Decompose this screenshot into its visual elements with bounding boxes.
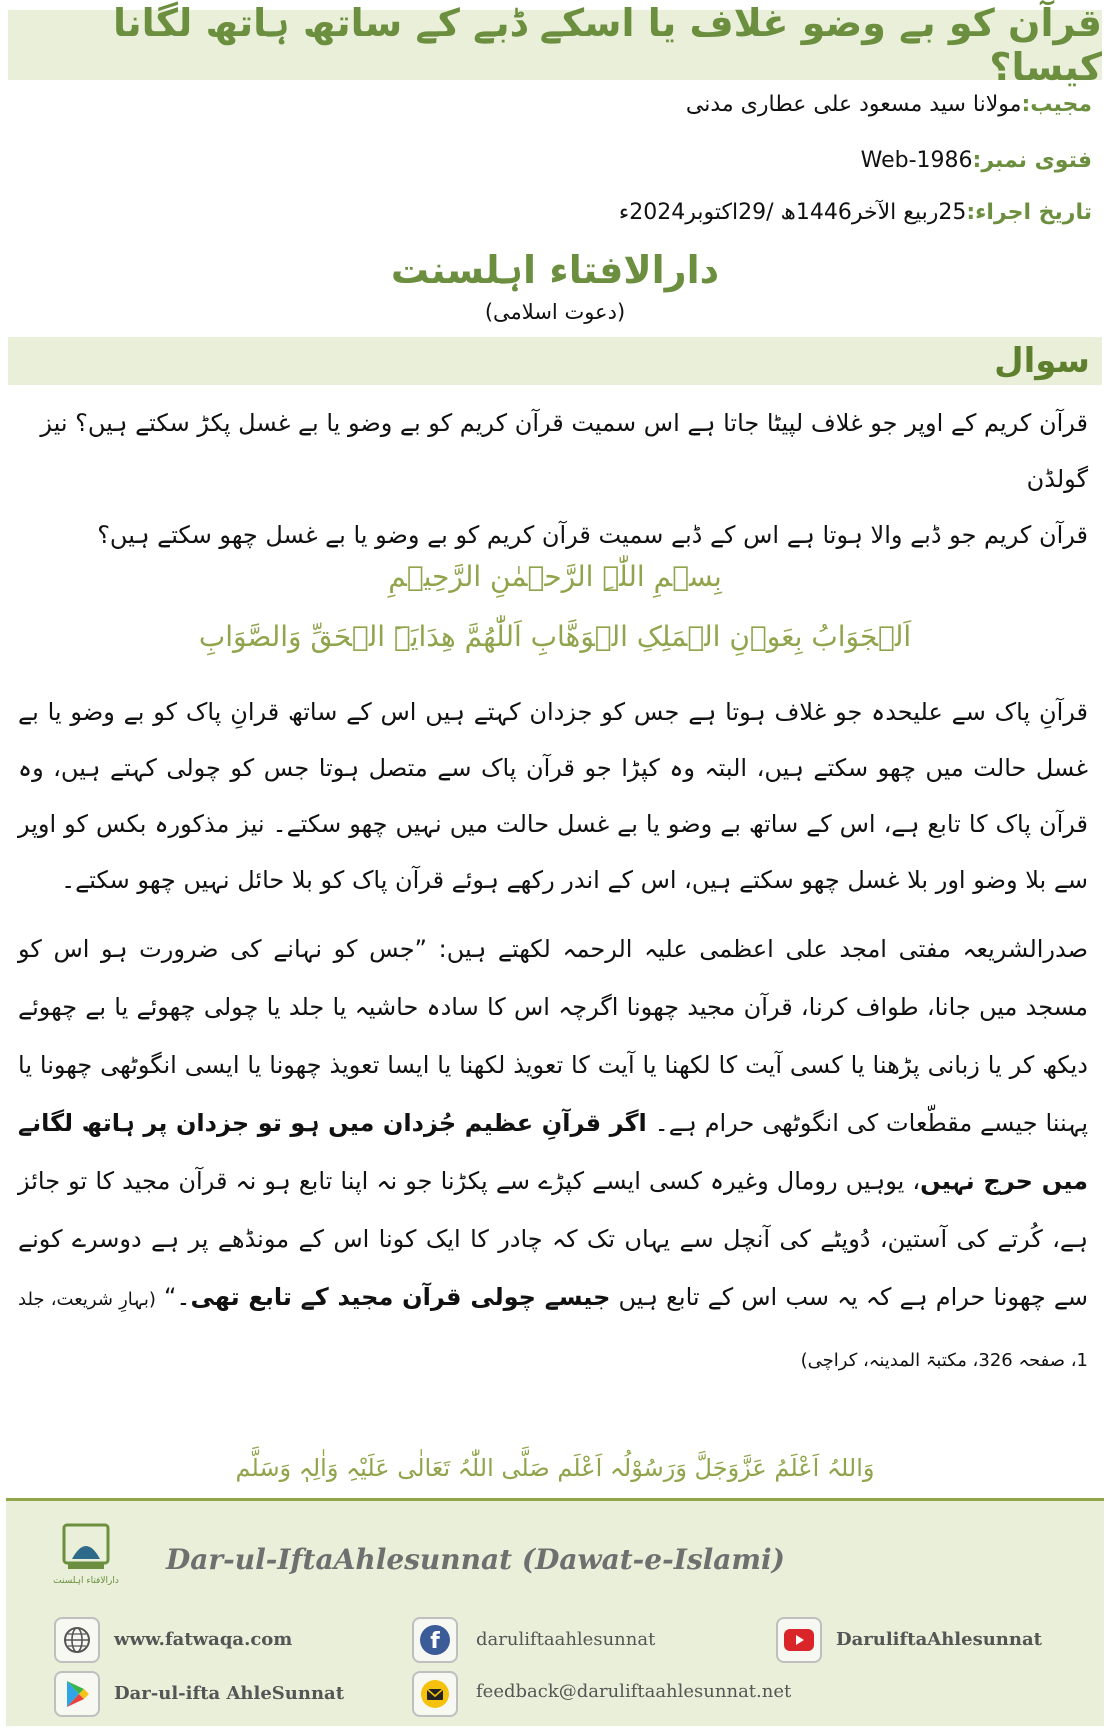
facebook-link[interactable]: daruliftaahlesunnat bbox=[476, 1629, 656, 1650]
feedback-email-link[interactable]: feedback@daruliftaahlesunnat.net bbox=[476, 1681, 792, 1702]
youtube-icon[interactable] bbox=[776, 1617, 822, 1663]
page-title: قرآن کو بے وضو غلاف یا اسکے ڈبے کے ساتھ ہاتھ لگانا کیسا؟ bbox=[113, 1, 1102, 89]
question-heading-bar bbox=[8, 337, 1102, 385]
quote-reference: (بہارِ شریعت، جلد 1، صفحہ 326، مکتبۃ المدینہ، کراچی) bbox=[18, 1289, 1088, 1371]
play-store-link[interactable]: Dar-ul-ifta AhleSunnat bbox=[114, 1683, 345, 1704]
mujeeb-line bbox=[22, 92, 1092, 117]
fatwa-number-line bbox=[22, 148, 1092, 173]
svg-text:f: f bbox=[430, 1629, 440, 1654]
issue-date-value: 25ربیع الآخر1446ھ /29اکتوبر2024ء bbox=[618, 200, 967, 225]
answer-opening: اَلۡجَوَابُ بِعَوۡنِ الۡمَلِکِ الۡوَھَّابِ اَللّٰھُمَّ ھِدَایَۃَ الۡحَقِّ وَالصَّوَابِ bbox=[198, 620, 912, 653]
answer-paragraph-1: قرآنِ پاک سے علیحدہ جو غلاف ہوتا ہے جس کو جزدان کہتے ہیں اس کے ساتھ قرانِ پاک کو بے وضو یا بے غسل حالت میں چھو سکتے ہیں، البتہ وہ کپڑا جو قرآن پاک سے متصل ہوتا جس کو چولی کہتے ہیں، وہ قرآن پاک کا تابع ہے، اس کے ساتھ بے وضو یا بے غسل حالت میں نہیں چھو سکتے۔ نیز مذکورہ بکس کو اوپر سے بلا وضو اور بلا غسل چھو سکتے ہیں، اس کے اندر رکھے ہوئے قرآن پاک کو بلا حائل نہیں چھو سکتے۔ bbox=[18, 698, 1088, 894]
facebook-icon[interactable] bbox=[412, 1617, 458, 1663]
globe-icon[interactable] bbox=[54, 1617, 100, 1663]
youtube-link[interactable]: DaruliftaAhlesunnat bbox=[836, 1629, 1042, 1650]
fatwa-number-label: فتوی نمبر: bbox=[972, 148, 1092, 173]
fatwa-number-value: Web-1986 bbox=[860, 148, 973, 173]
quote-part-c: ، یوہیں رومال وغیرہ کسی ایسے کپڑے سے پکڑنا جو نہ اپنا تابع ہو نہ قرآن مجید کا تو جائز ہے، کُرتے کی آستین، دُوپٹے کی آنچل سے یہاں تک کہ چادر کا ایک کونا اس کے مونڈھے پر ہے دوسرے کونے سے چھونا حرام ہے کہ یہ سب اس کے تابع ہیں bbox=[18, 1167, 1088, 1311]
play-store-icon[interactable] bbox=[54, 1671, 100, 1717]
bismillah: بِسۡمِ اللّٰہِ الرَّحۡمٰنِ الرَّحِیۡمِ bbox=[388, 560, 722, 593]
feedback-email-icon[interactable] bbox=[412, 1671, 458, 1717]
website-link[interactable]: www.fatwaqa.com bbox=[114, 1629, 293, 1650]
mujeeb-label: مجیب: bbox=[1021, 92, 1092, 117]
question-line-1: قرآن کریم کے اوپر جو غلاف لپیٹا جاتا ہے اس سمیت قرآن کریم کو بے وضو یا بے غسل پکڑ سکتے ہیں؟ نیز گولڈن bbox=[40, 409, 1088, 493]
mujeeb-value: مولانا سید مسعود علی عطاری مدنی bbox=[685, 92, 1022, 117]
title-banner bbox=[8, 1, 1102, 89]
issue-date-label: تاریخ اجراء: bbox=[966, 200, 1092, 225]
question-heading: سوال bbox=[994, 341, 1090, 381]
closing-dua: وَاللہُ اَعْلَمُ عَزَّوَجَلَّ وَرَسُوْلُہ اَعْلَم صَلَّی اللّٰہُ تَعَالٰی عَلَیْہِ وَاٰلِہٖ وَسَلَّم bbox=[235, 1454, 875, 1482]
org-subtitle: (دعوت اسلامی) bbox=[484, 300, 626, 324]
svg-text:دارالافتاء اہلسنت: دارالافتاء اہلسنت bbox=[53, 1576, 119, 1586]
footer-brand: Dar-ul-IftaAhlesunnat (Dawat-e-Islami) bbox=[166, 1543, 785, 1576]
question-line-2: قرآن کریم جو ڈبے والا ہوتا ہے اس کے ڈبے سمیت قرآن کریم کو بے وضو یا بے غسل چھو سکتے ہیں؟ bbox=[97, 521, 1088, 549]
quote-part-a: صدرالشریعہ مفتی امجد علی اعظمی علیہ الرحمہ لکھتے ہیں: ”جس کو نہانے کی ضرورت ہو اس کو مسجد میں جانا، طواف کرنا، قرآن مجید چھونا اگرچہ اس کا سادہ حاشیہ یا جلد یا چولی چھوئے یا بے چھوئے دیکھ کر یا زبانی پڑھنا یا کسی آیت کا لکھنا یا آیت کا تعویذ لکھنا یا ایسا تعویذ چھونا یا ایسی انگوٹھی چھونا یا پہننا جیسے مقطّعات کی انگوٹھی حرام ہے۔ bbox=[18, 935, 1088, 1137]
answer-paragraph-2 bbox=[18, 920, 1088, 1390]
quote-bold-2: جیسے چولی قرآن مجید کے تابع تھی bbox=[190, 1283, 611, 1311]
question-text bbox=[18, 395, 1088, 563]
footer bbox=[6, 1498, 1104, 1726]
issue-date-line bbox=[22, 200, 1092, 225]
quote-bold-1: اگر قرآنِ عظیم جُزدان میں ہو تو جزدان پر ہاتھ لگانے میں حرج نہیں bbox=[18, 1109, 1088, 1195]
quote-part-e: ۔“ bbox=[163, 1283, 191, 1311]
org-logo-icon bbox=[50, 1519, 122, 1593]
org-title: دارالافتاء اہلسنت bbox=[390, 248, 720, 292]
